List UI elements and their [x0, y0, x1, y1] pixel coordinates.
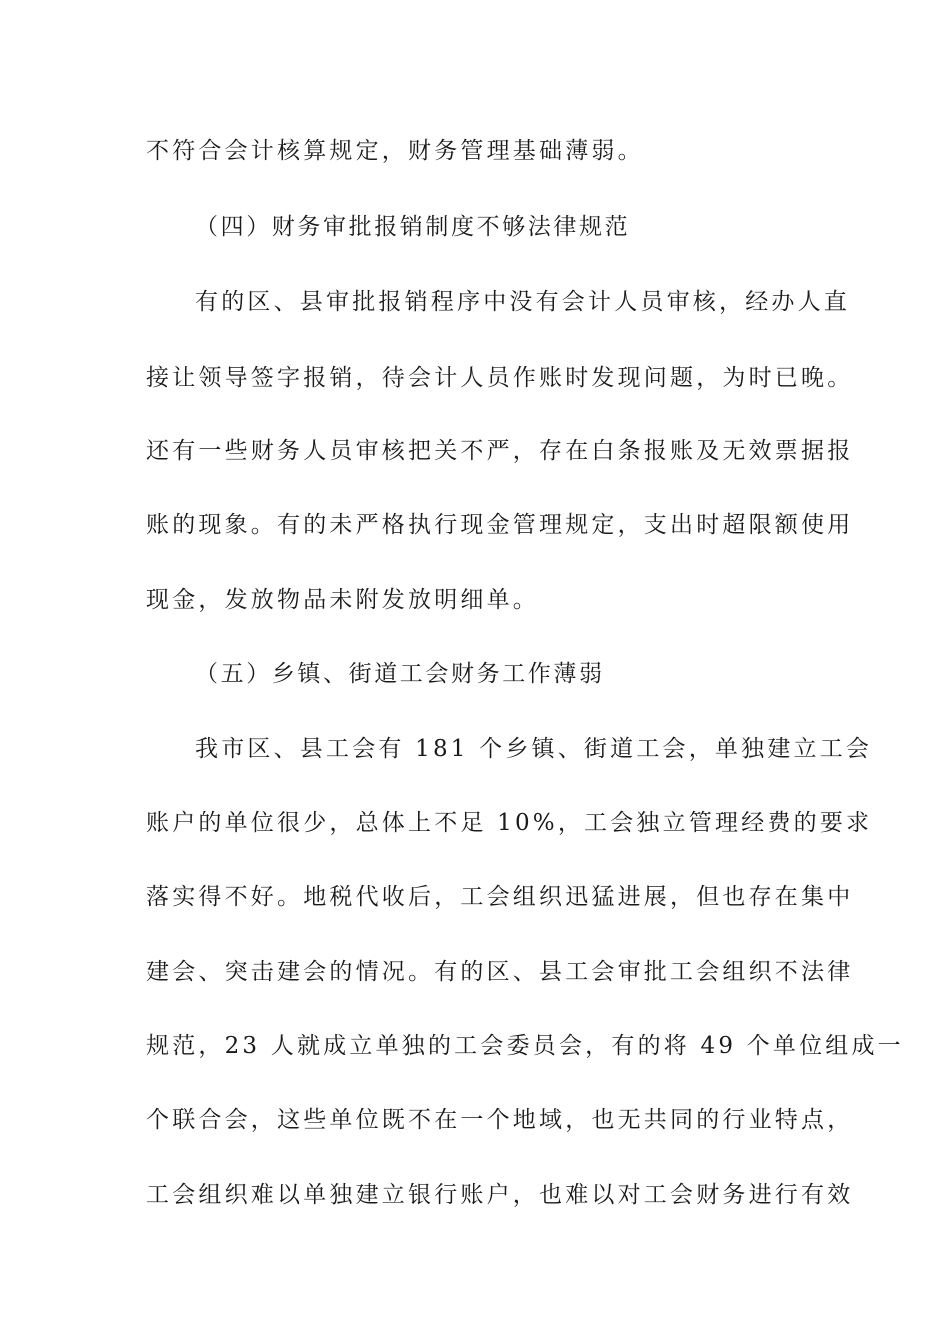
- paragraph-line: 接让领导签字报销，待会计人员作账时发现问题，为时已晚。: [146, 365, 854, 391]
- section-heading-5: （五）乡镇、街道工会财务工作薄弱: [195, 661, 605, 687]
- paragraph-line: 个联合会，这些单位既不在一个地域，也无共同的行业特点，: [146, 1107, 854, 1133]
- paragraph-line: 有的区、县审批报销程序中没有会计人员审核，经办人直: [195, 289, 850, 315]
- paragraph-line: 建会、突击建会的情况。有的区、县工会审批工会组织不法律: [146, 959, 854, 985]
- paragraph-line: 工会组织难以单独建立银行账户，也难以对工会财务进行有效: [146, 1182, 854, 1208]
- paragraph-line: 不符合会计核算规定，财务管理基础薄弱。: [146, 138, 644, 164]
- paragraph-line: 账的现象。有的未严格执行现金管理规定，支出时超限额使用: [146, 512, 854, 538]
- paragraph-line: 账户的单位很少，总体上不足 10%，工会独立管理经费的要求: [146, 810, 873, 836]
- paragraph-line: 还有一些财务人员审核把关不严，存在白条报账及无效票据报: [146, 438, 854, 464]
- paragraph-line: 落实得不好。地税代收后，工会组织迅猛进展，但也存在集中: [146, 884, 854, 910]
- paragraph-line: 我市区、县工会有 181 个乡镇、街道工会，单独建立工会: [195, 736, 873, 762]
- paragraph-line: 规范，23 人就成立单独的工会委员会，有的将 49 个单位组成一: [146, 1033, 904, 1059]
- section-heading-4: （四）财务审批报销制度不够法律规范: [195, 214, 631, 240]
- paragraph-line: 现金，发放物品未附发放明细单。: [146, 587, 539, 613]
